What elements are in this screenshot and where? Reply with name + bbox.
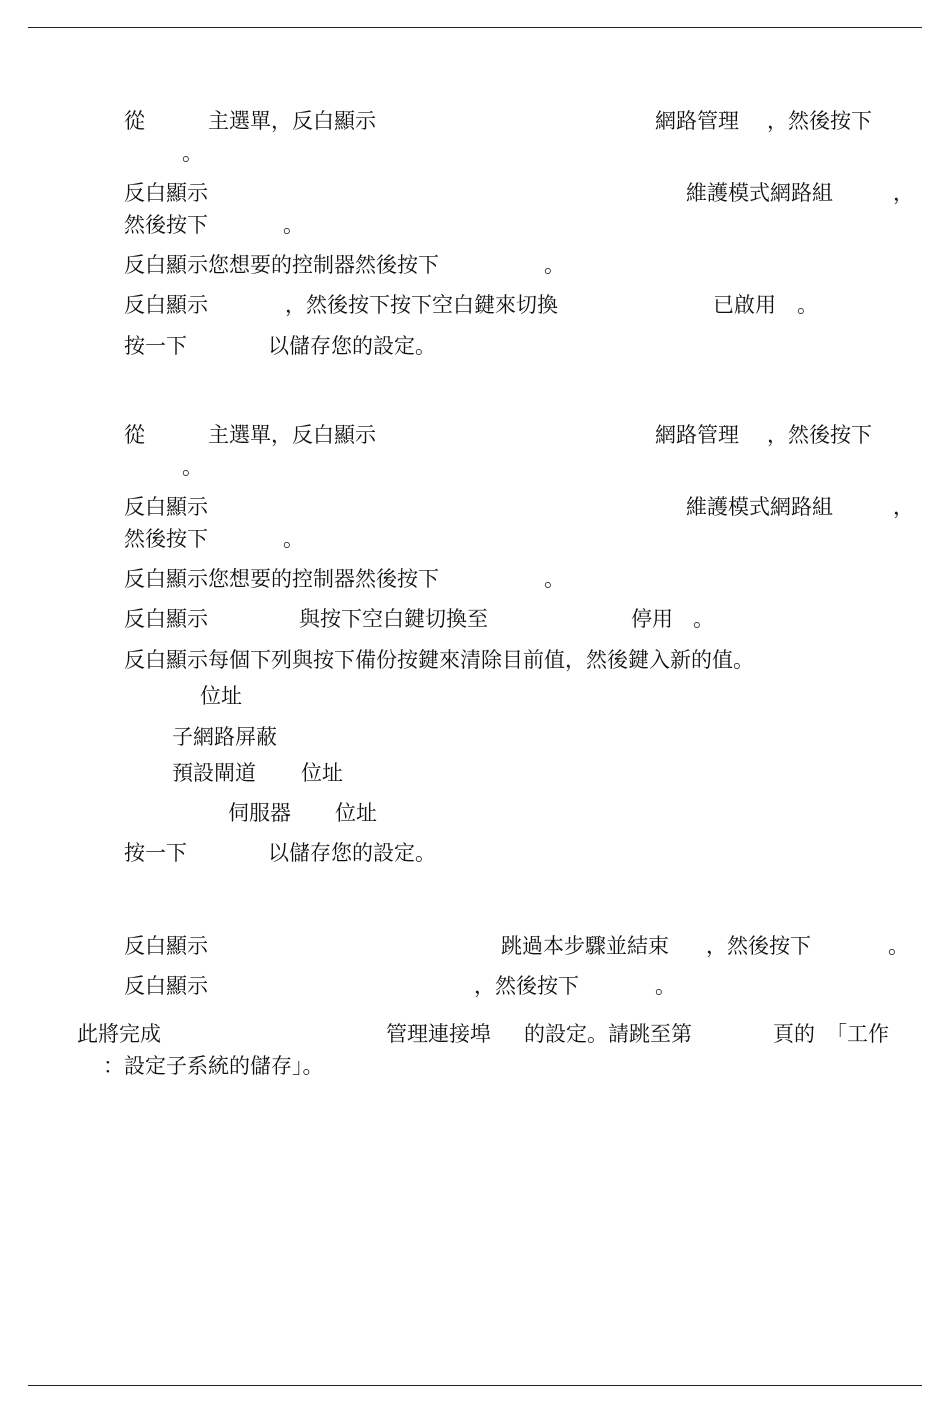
step-text: 。 bbox=[797, 293, 818, 317]
step-text: 維護模式網路組 bbox=[686, 181, 833, 205]
step-text: 網路管理 bbox=[655, 423, 739, 447]
step-text: 已啟用 bbox=[713, 293, 776, 317]
closing-text: 此將完成 bbox=[77, 1022, 161, 1046]
step-text: ， bbox=[893, 495, 914, 519]
step-text: 按一下 bbox=[124, 334, 187, 358]
sub-item: 伺服器 bbox=[228, 801, 291, 825]
step-text: 。 bbox=[182, 455, 203, 479]
step-text: 反白顯示 bbox=[124, 934, 208, 958]
step-text: 。 bbox=[182, 141, 203, 165]
closing-text: 管理連接埠 bbox=[386, 1022, 491, 1046]
step-text: 。 bbox=[544, 253, 565, 277]
step-text: 以儲存您的設定。 bbox=[268, 334, 436, 358]
step-text: 。 bbox=[544, 567, 565, 591]
step-text: 從 bbox=[124, 109, 145, 133]
step-text: 。 bbox=[283, 213, 304, 237]
step-text: 與按下空白鍵切換至 bbox=[299, 607, 488, 631]
step-text: ，然後按下 bbox=[706, 934, 811, 958]
step-text: 反白顯示您想要的控制器然後按下 bbox=[124, 253, 439, 277]
sub-item: 位址 bbox=[301, 761, 343, 785]
step-text: 主選單，反白顯示 bbox=[208, 109, 376, 133]
step-text: 反白顯示 bbox=[124, 293, 208, 317]
step-text: 停用 bbox=[631, 607, 673, 631]
step-text: 反白顯示 bbox=[124, 607, 208, 631]
step-text: 按一下 bbox=[124, 841, 187, 865]
sub-item: 位址 bbox=[200, 684, 242, 708]
step-text: 網路管理 bbox=[655, 109, 739, 133]
step-text: ，然後按下 bbox=[767, 109, 872, 133]
step-text: 從 bbox=[124, 423, 145, 447]
step-text: 維護模式網路組 bbox=[686, 495, 833, 519]
sub-item: 子網路屏蔽 bbox=[172, 725, 277, 749]
closing-text: 「工作 bbox=[826, 1022, 889, 1046]
step-text: 然後按下 bbox=[124, 213, 208, 237]
step-text: 然後按下 bbox=[124, 527, 208, 551]
step-text: ，然後按下 bbox=[767, 423, 872, 447]
step-text: 。 bbox=[888, 934, 909, 958]
step-text: 主選單，反白顯示 bbox=[208, 423, 376, 447]
step-text: 反白顯示您想要的控制器然後按下 bbox=[124, 567, 439, 591]
sub-item: 預設閘道 bbox=[172, 761, 256, 785]
step-text: 反白顯示 bbox=[124, 974, 208, 998]
step-text: ， bbox=[893, 181, 914, 205]
closing-text: 頁的 bbox=[773, 1022, 815, 1046]
step-text: ，然後按下按下空白鍵來切換 bbox=[285, 293, 558, 317]
step-text: 反白顯示 bbox=[124, 181, 208, 205]
closing-text: 的設定。請跳至第 bbox=[524, 1022, 692, 1046]
step-text: 反白顯示每個下列與按下備份按鍵來清除目前值，然後鍵入新的值。 bbox=[124, 648, 754, 672]
step-text: 。 bbox=[655, 974, 676, 998]
step-text: 反白顯示 bbox=[124, 495, 208, 519]
closing-text: ：設定子系統的儲存」。 bbox=[103, 1054, 324, 1078]
step-text: 。 bbox=[693, 607, 714, 631]
footer-rule bbox=[28, 1385, 922, 1386]
header-rule bbox=[28, 27, 922, 28]
sub-item: 位址 bbox=[335, 801, 377, 825]
step-text: 以儲存您的設定。 bbox=[268, 841, 436, 865]
step-text: 。 bbox=[283, 527, 304, 551]
step-text: ，然後按下 bbox=[474, 974, 579, 998]
step-text: 跳過本步驟並結束 bbox=[501, 934, 669, 958]
